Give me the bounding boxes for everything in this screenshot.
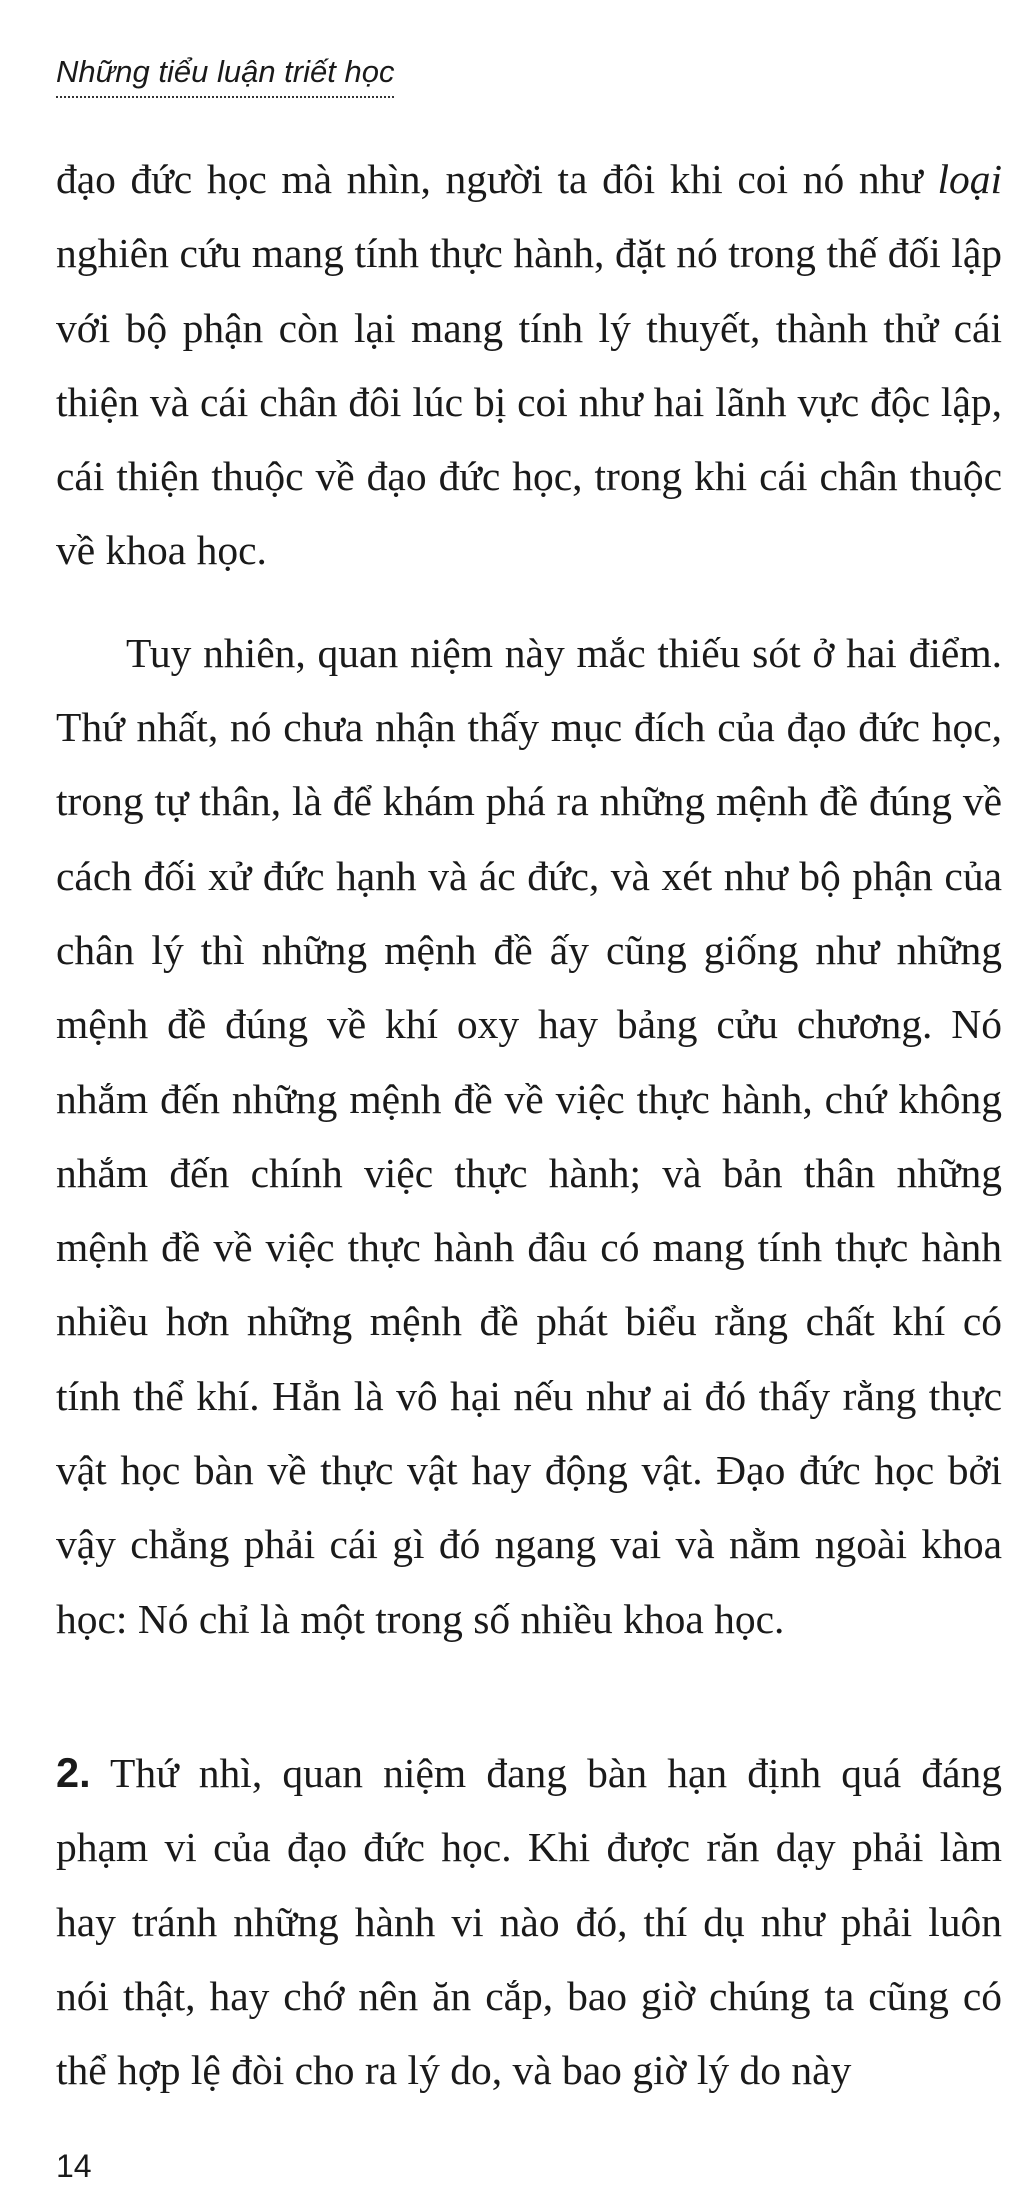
page-number: 14 [56, 2148, 92, 2184]
paragraph-text: Thứ nhì, quan niệm đang bàn hạn định quá đáng phạm vi của đạo đức học. Khi được răn dạy phải làm hay tránh những hành vi nào đó, thí dụ như phải luôn nói thật, hay chớ nên ăn cắp, bao giờ chúng ta cũng có thể hợp lệ đòi cho ra lý do, và bao giờ lý do này [56, 1749, 1002, 2094]
paragraph-text: đạo đức học mà nhìn, người ta đôi khi coi nó như [56, 156, 938, 202]
paragraph: Tuy nhiên, quan niệm này mắc thiếu sót ở hai điểm. Thứ nhất, nó chưa nhận thấy mục đích của đạo đức học, trong tự thân, là để khám phá ra những mệnh đề đúng về cách đối xử đức hạnh và ác đức, và xét như bộ phận của chân lý thì những mệnh đề ấy cũng giống như những mệnh đề đúng về khí oxy hay bảng cửu chương. Nó nhắm đến những mệnh đề về việc thực hành, chứ không nhắm đến chính việc thực hành; và bản thân những mệnh đề về việc thực hành đâu có mang tính thực hành nhiều hơn những mệnh đề phát biểu rằng chất khí có tính thể khí. Hẳn là vô hại nếu như ai đó thấy rằng thực vật học bàn về thực vật hay động vật. Đạo đức học bởi vậy chẳng phải cái gì đó ngang vai và nằm ngoài khoa học: Nó chỉ là một trong số nhiều khoa học. [56, 629, 1002, 1642]
section-paragraph [56, 1736, 1002, 2107]
paragraph-text: nghiên cứu mang tính thực hành, đặt nó trong thế đối lập với bộ phận còn lại mang tính lý thuyết, thành thử cái thiện và cái chân đôi lúc bị coi như hai lãnh vực độc lập, cái thiện thuộc về đạo đức học, trong khi cái chân thuộc về khoa học. [56, 230, 1002, 574]
running-header: Những tiểu luận triết học [56, 54, 394, 98]
page-body [56, 142, 1002, 2107]
paragraph-continuation [56, 142, 1002, 588]
italic-word: loại [937, 156, 1002, 202]
section-number: 2. [56, 1748, 91, 1796]
